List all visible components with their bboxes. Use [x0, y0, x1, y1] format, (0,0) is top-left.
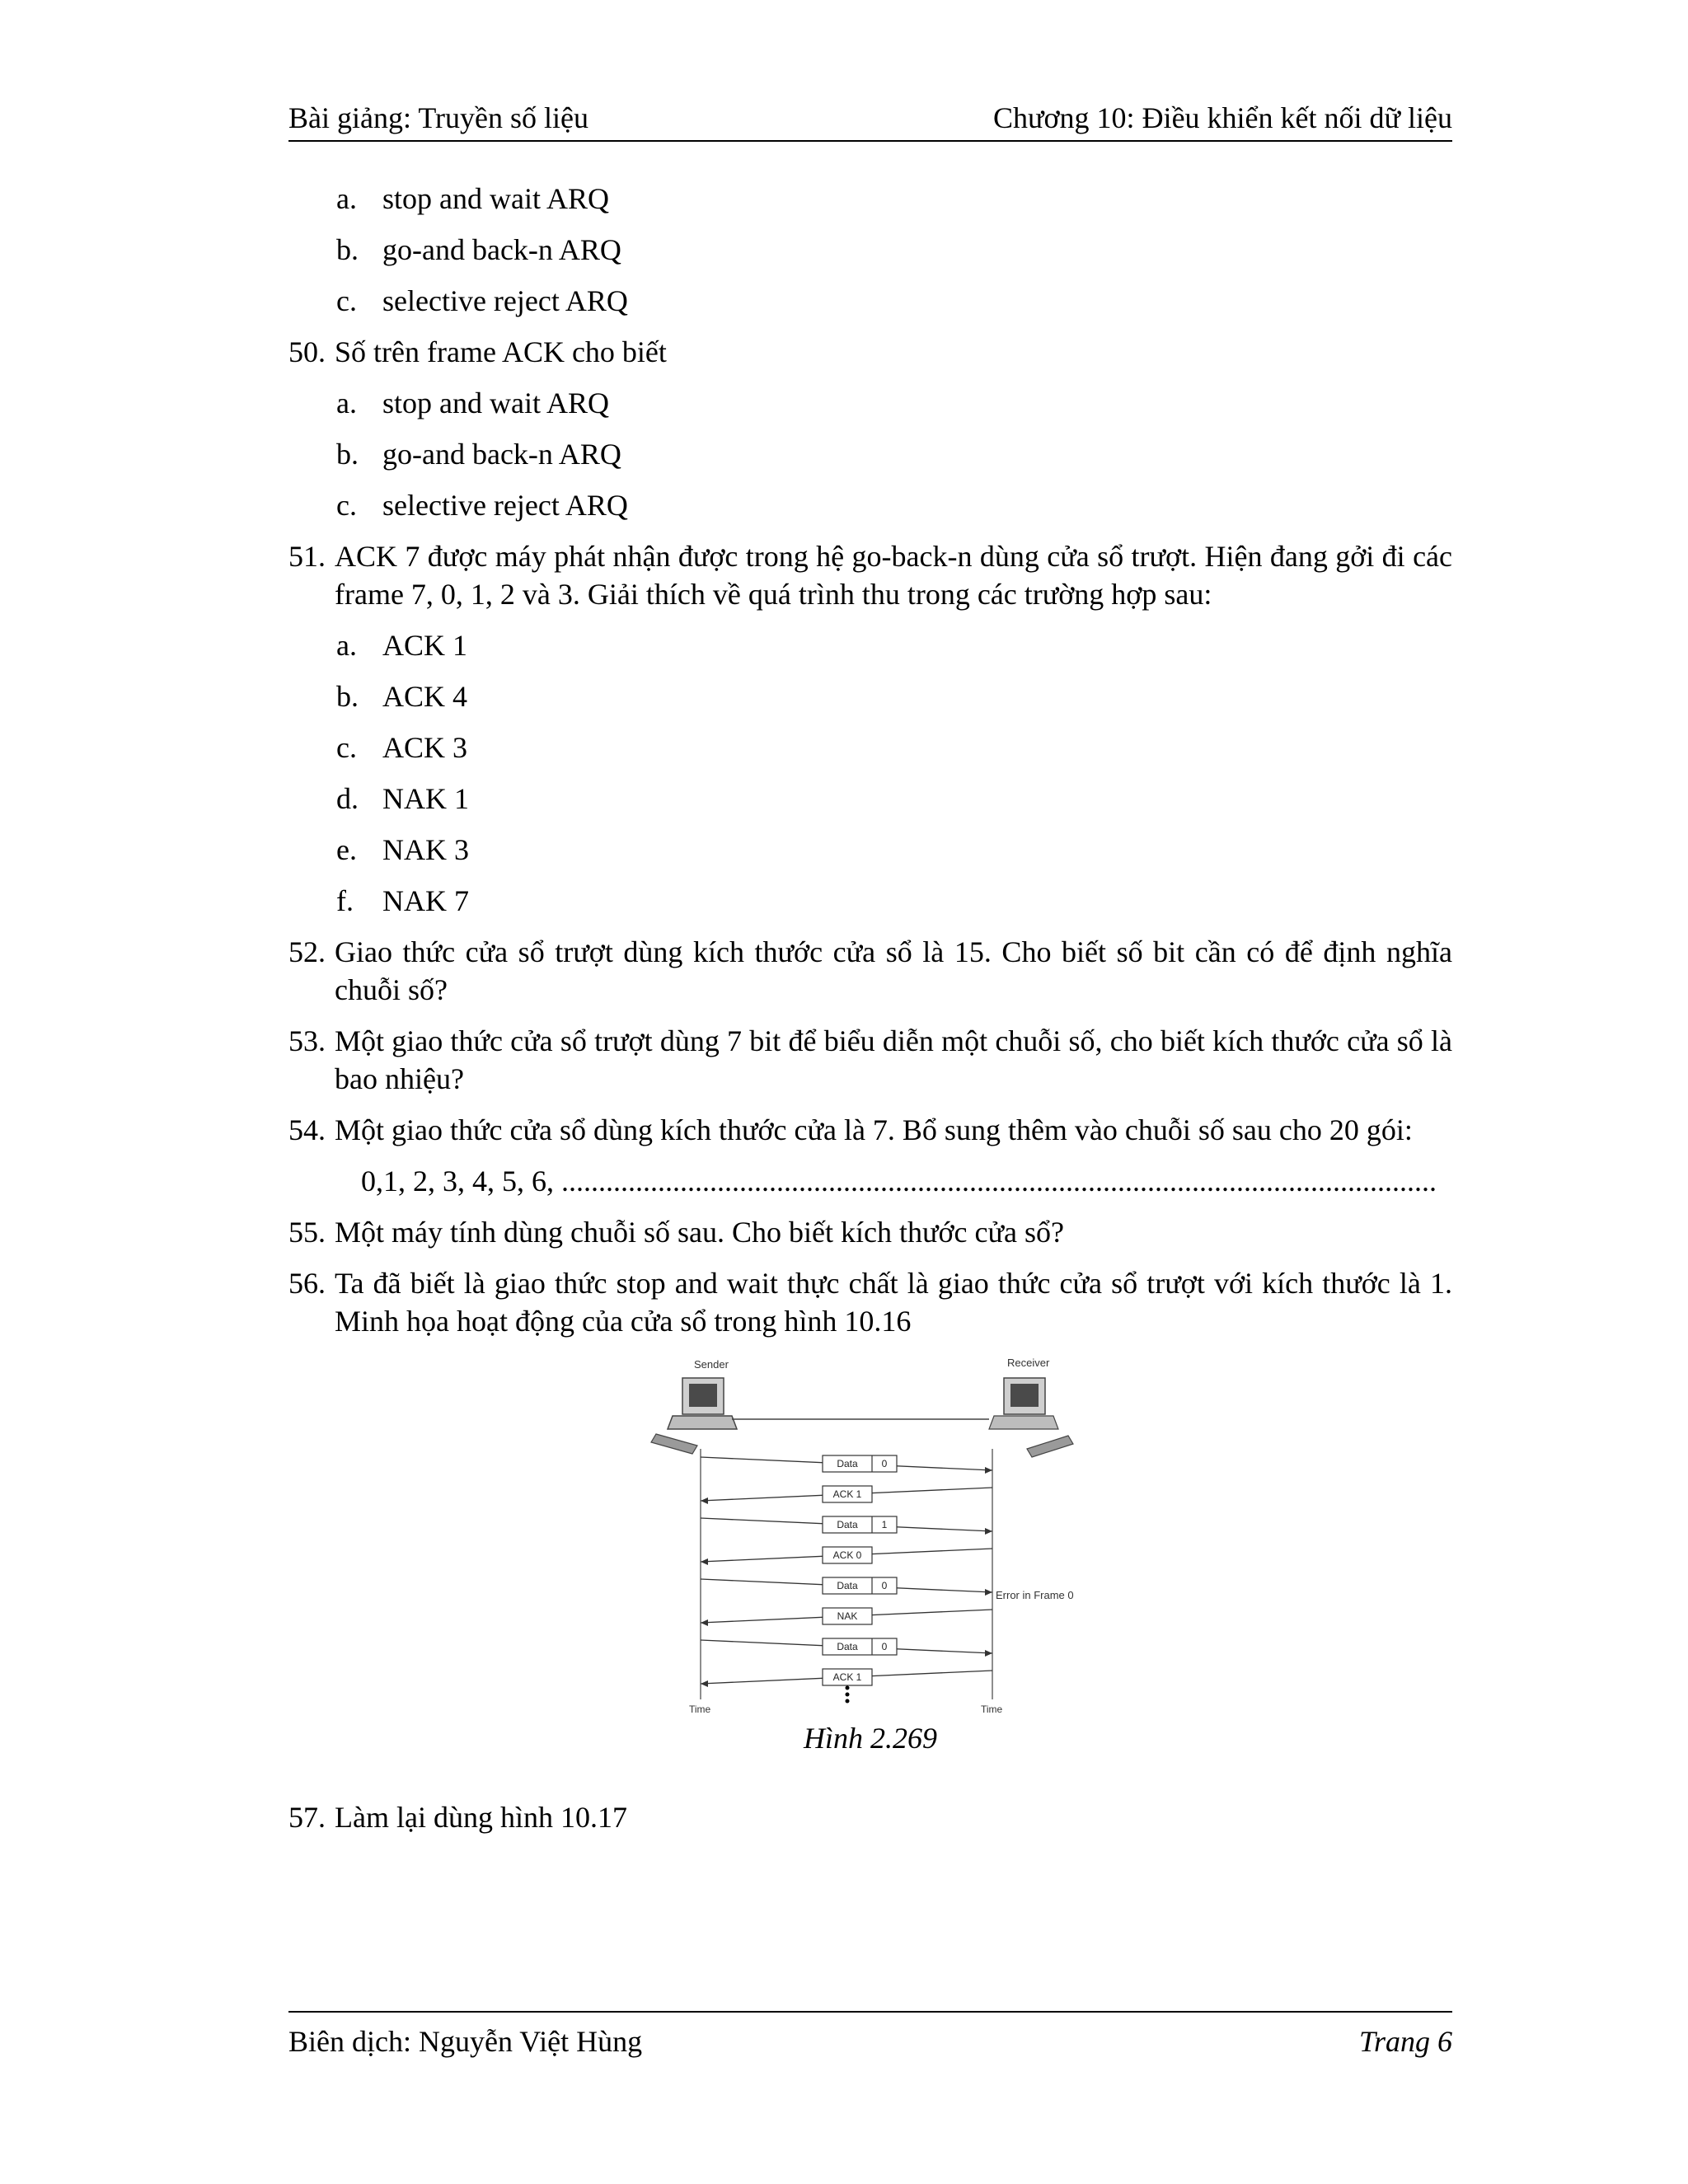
item-label: b. — [336, 233, 359, 266]
question-text: Một giao thức cửa sổ dùng kích thước cửa là 7. Bổ sung thêm vào chuỗi số sau cho 20 gói: — [335, 1113, 1413, 1146]
receiver-label: Receiver — [1007, 1357, 1050, 1369]
question-text: Giao thức cửa sổ trượt dùng kích thước cửa sổ là 15. Cho biết số bit cần có để định nghĩa chuỗi số? — [335, 935, 1452, 1006]
receiver-time-label: Time — [981, 1704, 1003, 1715]
page-header — [288, 101, 1452, 142]
question-number: 56. — [288, 1267, 326, 1300]
item-text: selective reject ARQ — [382, 489, 628, 522]
sequence-line: 0,1, 2, 3, 4, 5, 6, ...................................................................................................................... — [361, 1165, 1437, 1197]
frame-exchange — [701, 1486, 992, 1504]
page-content — [288, 180, 1452, 1849]
frame-label: Data — [837, 1519, 858, 1530]
frames-layer — [701, 1455, 992, 1687]
question-55 — [288, 1213, 1452, 1251]
continuation-dot — [846, 1686, 850, 1690]
item-label: a. — [336, 387, 357, 419]
item-label: c. — [336, 284, 357, 317]
frame-exchange — [701, 1455, 992, 1474]
question-57 — [288, 1798, 1452, 1836]
question-number: 57. — [288, 1801, 326, 1834]
footer-page-number: Trang 6 — [1358, 2025, 1452, 2058]
frame-exchange — [701, 1638, 992, 1657]
frame-seq-number: 0 — [881, 1580, 888, 1591]
frame-exchange — [701, 1547, 992, 1565]
continuation-dot — [846, 1699, 850, 1704]
footer-translator: Biên dịch: Nguyễn Việt Hùng — [288, 2025, 643, 2058]
item-label: d. — [336, 782, 359, 815]
arrowhead-icon — [985, 1528, 992, 1535]
arrowhead-icon — [985, 1650, 992, 1657]
question-50 — [288, 333, 1452, 371]
question-number: 52. — [288, 935, 326, 968]
list-item — [288, 626, 1452, 664]
header-course-title: Bài giảng: Truyền số liệu — [288, 101, 589, 134]
question-text: Ta đã biết là giao thức stop and wait thực chất là giao thức cửa sổ trượt với kích thước là 1. Minh họa hoạt động của cửa sổ trong hình 10.16 — [335, 1267, 1452, 1338]
arrowhead-icon — [701, 1680, 708, 1687]
item-label: b. — [336, 680, 359, 713]
error-label: Error in Frame 0 — [996, 1589, 1074, 1601]
item-text: go-and back-n ARQ — [382, 233, 621, 266]
list-item — [288, 831, 1452, 869]
arrowhead-icon — [701, 1619, 708, 1626]
item-label: f. — [336, 884, 354, 917]
question-number: 54. — [288, 1113, 326, 1146]
question-number: 55. — [288, 1216, 326, 1249]
question-number: 51. — [288, 540, 326, 573]
item-label: c. — [336, 731, 357, 764]
item-text: ACK 1 — [382, 629, 468, 662]
figure-caption: Hình 2.269 — [804, 1722, 937, 1755]
item-text: ACK 4 — [382, 680, 468, 713]
sender-time-label: Time — [689, 1704, 711, 1715]
arrowhead-icon — [701, 1497, 708, 1504]
list-item — [288, 180, 1452, 218]
question-54 — [288, 1111, 1452, 1149]
question-51 — [288, 537, 1452, 613]
list-item — [288, 231, 1452, 269]
continuation-dot — [846, 1693, 850, 1697]
list-item — [288, 435, 1452, 473]
list-item — [288, 282, 1452, 320]
item-text: stop and wait ARQ — [382, 182, 609, 215]
arrowhead-icon — [701, 1558, 708, 1565]
question-text: Làm lại dùng hình 10.17 — [335, 1801, 627, 1834]
item-label: c. — [336, 489, 357, 522]
frame-seq-number: 0 — [881, 1641, 888, 1652]
frame-label: Data — [837, 1458, 858, 1469]
diagram-svg — [640, 1353, 1101, 1716]
item-label: a. — [336, 182, 357, 215]
arrowhead-icon — [985, 1589, 992, 1596]
item-text: go-and back-n ARQ — [382, 438, 621, 471]
list-item — [288, 729, 1452, 766]
question-number: 53. — [288, 1024, 326, 1057]
item-label: a. — [336, 629, 357, 662]
page-footer — [288, 2011, 1452, 2058]
item-text: NAK 1 — [382, 782, 469, 815]
frame-exchange — [701, 1577, 992, 1596]
item-text: stop and wait ARQ — [382, 387, 609, 419]
question-53 — [288, 1022, 1452, 1098]
frame-seq-number: 1 — [881, 1519, 888, 1530]
list-item — [288, 780, 1452, 818]
frame-exchange — [701, 1669, 992, 1687]
item-text: NAK 3 — [382, 833, 469, 866]
sender-label: Sender — [694, 1358, 729, 1371]
receiver-computer-icon — [989, 1378, 1073, 1457]
stop-and-wait-diagram — [640, 1353, 1101, 1716]
frame-seq-number: 0 — [881, 1458, 888, 1469]
item-label: b. — [336, 438, 359, 471]
arrowhead-icon — [985, 1467, 992, 1474]
question-text: ACK 7 được máy phát nhận được trong hệ go-back-n dùng cửa sổ trượt. Hiện đang gởi đi các frame 7, 0, 1, 2 và 3. Giải thích về quá trình thu trong các trường hợp sau: — [335, 540, 1452, 611]
list-item — [288, 384, 1452, 422]
item-text: ACK 3 — [382, 731, 468, 764]
frame-label: ACK 1 — [832, 1488, 862, 1500]
question-52 — [288, 933, 1452, 1009]
question-text: Số trên frame ACK cho biết — [335, 335, 667, 368]
frame-label: Data — [837, 1641, 858, 1652]
question-56 — [288, 1264, 1452, 1340]
list-item — [288, 882, 1452, 920]
sender-computer-icon — [651, 1378, 737, 1454]
item-label: e. — [336, 833, 357, 866]
frame-label: Data — [837, 1580, 858, 1591]
item-text: selective reject ARQ — [382, 284, 628, 317]
frame-label: ACK 0 — [832, 1549, 862, 1561]
item-text: NAK 7 — [382, 884, 469, 917]
frame-label: ACK 1 — [832, 1671, 862, 1683]
header-chapter-title: Chương 10: Điều khiển kết nối dữ liệu — [993, 101, 1452, 134]
question-number: 50. — [288, 335, 326, 368]
question-text: Một giao thức cửa sổ trượt dùng 7 bit để biểu diễn một chuỗi số, cho biết kích thước cửa sổ là bao nhiệu? — [335, 1024, 1452, 1095]
question-text: Một máy tính dùng chuỗi số sau. Cho biết kích thước cửa sổ? — [335, 1216, 1064, 1249]
frame-exchange — [701, 1516, 992, 1535]
frame-exchange — [701, 1608, 992, 1626]
list-item — [288, 486, 1452, 524]
frame-label: NAK — [837, 1610, 858, 1622]
list-item — [288, 677, 1452, 715]
